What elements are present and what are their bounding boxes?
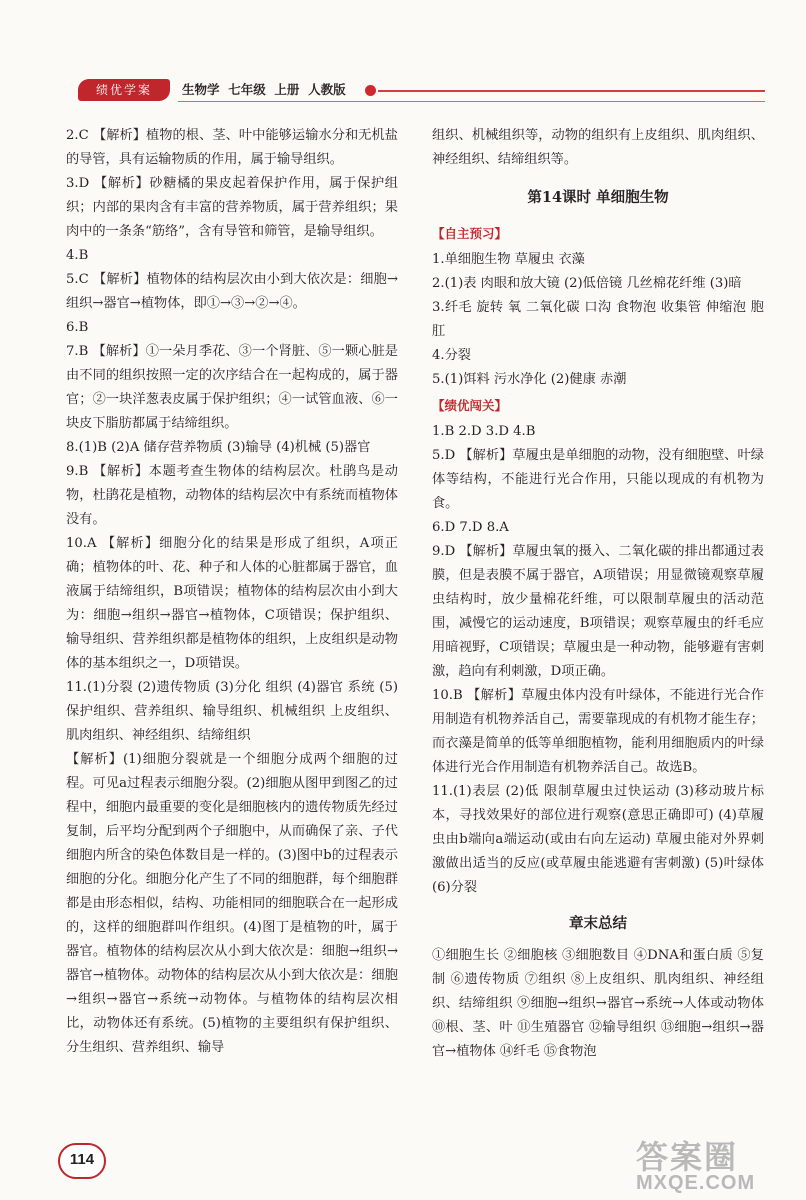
- tag-preview: 【自主预习】: [432, 226, 508, 241]
- page-header: [78, 76, 768, 104]
- watermark-line2: MXQE.COM: [636, 1172, 756, 1194]
- header-dot: [365, 85, 376, 96]
- lesson-title: 第14课时 单细胞生物: [527, 189, 669, 206]
- left-column: [66, 124, 398, 1060]
- summary-text: ①细胞生长 ②细胞核 ③细胞数目 ④DNA和蛋白质 ⑤复制 ⑥遗传物质 ⑦组织 ⑧上皮组织、肌肉组织、神经组织、结缔组织 ⑨细胞→组织→器官→系统→人体或动物体 ⑩根、茎、叶 ⑪生殖器官 ⑫输导组织 ⑬细胞→组织→器官→植物体 ⑭纤毛 ⑮食物泡: [432, 948, 764, 1059]
- answer-8: 8.(1)B (2)A 储存营养物质 (3)输导 (4)机械 (5)器官: [66, 440, 371, 455]
- header-rule-thin: [178, 101, 765, 102]
- answer-11-analysis: 【解析】(1)细胞分裂就是一个细胞分成两个细胞的过程。可见a过程表示细胞分裂。(2)细胞从图甲到图乙的过程中，细胞内最重要的变化是细胞核内的遗传物质先经过复制，后平均分配到两个子细胞中，从而确保了亲、子代细胞内所含的染色体数目是一样的。(3)图中b的过程表示细胞的分化。细胞分化产生了不同的细胞群，每个细胞群都是由形态相似，结构、功能相同的细胞联合在一起形成的，这样的细胞群叫作组织。(4)图丁是植物的叶，属于器官。植物体的结构层次从小到大依次是：细胞→组织→器官→植物体。动物体的结构层次从小到大依次是：细胞→组织→器官→系统→动物体。与植物体的结构层次相比，动物体还有系统。(5)植物的主要组织有保护组织、分生组织、营养组织、输导: [66, 752, 398, 1055]
- test-item: 10.B 【解析】草履虫体内没有叶绿体，不能进行光合作用制造有机物养活自己，需要靠现成的有机物才能生存；而衣藻是简单的低等单细胞植物，能利用细胞质内的叶绿体进行光合作用制造有机物养活自己。故选B。: [432, 688, 764, 775]
- watermark-line1: 答案圈: [636, 1139, 739, 1175]
- answer-2: 2.C 【解析】植物的根、茎、叶中能够运输水分和无机盐的导管，具有运输物质的作用，属于输导组织。: [66, 128, 398, 167]
- preview-item: 3.纤毛 旋转 氧 二氧化碳 口沟 食物泡 收集管 伸缩泡 胞肛: [432, 300, 764, 339]
- test-item: 6.D 7.D 8.A: [432, 520, 509, 535]
- test-item: 5.D 【解析】草履虫是单细胞的动物，没有细胞壁、叶绿体等结构，不能进行光合作用，只能以现成的有机物为食。: [432, 448, 764, 511]
- summary-title: 章末总结: [569, 915, 627, 932]
- series-logo: 绩优学案: [78, 79, 170, 101]
- preview-item: 2.(1)表 肉眼和放大镜 (2)低倍镜 几丝棉花纤维 (3)暗: [432, 276, 742, 291]
- test-item: 9.D 【解析】草履虫氧的摄入、二氧化碳的排出都通过表膜，但是表膜不属于器官，A项错误；用显微镜观察草履虫结构时，放少量棉花纤维，可以限制草履虫的活动范围，减慢它的运动速度，B项错误；观察草履虫的纤毛应用暗视野，C项错误；草履虫是一种动物，能够避有害刺激，趋向有利刺激，D项正确。: [432, 544, 764, 679]
- page-number-badge: [58, 1143, 106, 1179]
- watermark: [636, 1132, 796, 1192]
- header-rule: [378, 90, 765, 92]
- preview-item: 1.单细胞生物 草履虫 衣藻: [432, 252, 585, 267]
- preview-item: 5.(1)饵料 污水净化 (2)健康 赤潮: [432, 372, 627, 387]
- answer-5: 5.C 【解析】植物体的结构层次由小到大依次是：细胞→组织→器官→植物体，即①→③→②→④。: [66, 272, 398, 311]
- test-item: 1.B 2.D 3.D 4.B: [432, 424, 536, 439]
- book-meta: 生物学 七年级 上册 人教版: [182, 82, 346, 97]
- tag-test: 【绩优闯关】: [432, 398, 508, 413]
- answer-9: 9.B 【解析】本题考查生物体的结构层次。杜鹃鸟是动物，杜鹃花是植物，动物体的结构层次中有系统而植物体没有。: [66, 464, 398, 527]
- answer-11: 11.(1)分裂 (2)遗传物质 (3)分化 组织 (4)器官 系统 (5)保护组织、营养组织、输导组织、机械组织 上皮组织、肌肉组织、神经组织、结缔组织: [66, 680, 398, 743]
- preview-item: 4.分裂: [432, 348, 471, 363]
- test-item: 11.(1)表层 (2)低 限制草履虫过快运动 (3)移动玻片标本，寻找效果好的部位进行观察(意思正确即可) (4)草履虫由b端向a端运动(或由右向左运动) 草履虫能对外界刺激做出适当的反应(或草履虫能逃避有害刺激) (5)叶绿体 (6)分裂: [432, 784, 764, 895]
- answer-4: 4.B: [66, 248, 89, 263]
- right-column: [432, 124, 764, 1064]
- answer-7: 7.B 【解析】①一朵月季花、③一个肾脏、⑤一颗心脏是由不同的组织按照一定的次序结合在一起构成的，属于器官；②一块洋葱表皮属于保护组织；④一试管血液、⑥一块皮下脂肪都属于结缔组织。: [66, 344, 398, 431]
- answer-10: 10.A 【解析】细胞分化的结果是形成了组织，A项正确；植物体的叶、花、种子和人体的心脏都属于器官，血液属于结缔组织，B项错误；植物体的结构层次由小到大为：细胞→组织→器官→植物体，C项错误；保护组织、输导组织、营养组织都是植物体的组织，上皮组织是动物体的基本组织之一，D项错误。: [66, 536, 398, 671]
- answer-3: 3.D 【解析】砂糖橘的果皮起着保护作用，属于保护组织；内部的果肉含有丰富的营养物质，属于营养组织；果肉中的一条条“筋络”，含有导管和筛管，是输导组织。: [66, 176, 398, 239]
- answer-11-analysis-cont: 组织、机械组织等，动物的组织有上皮组织、肌肉组织、神经组织、结缔组织等。: [432, 128, 764, 167]
- page-number: 114: [69, 1151, 95, 1168]
- answer-6: 6.B: [66, 320, 89, 335]
